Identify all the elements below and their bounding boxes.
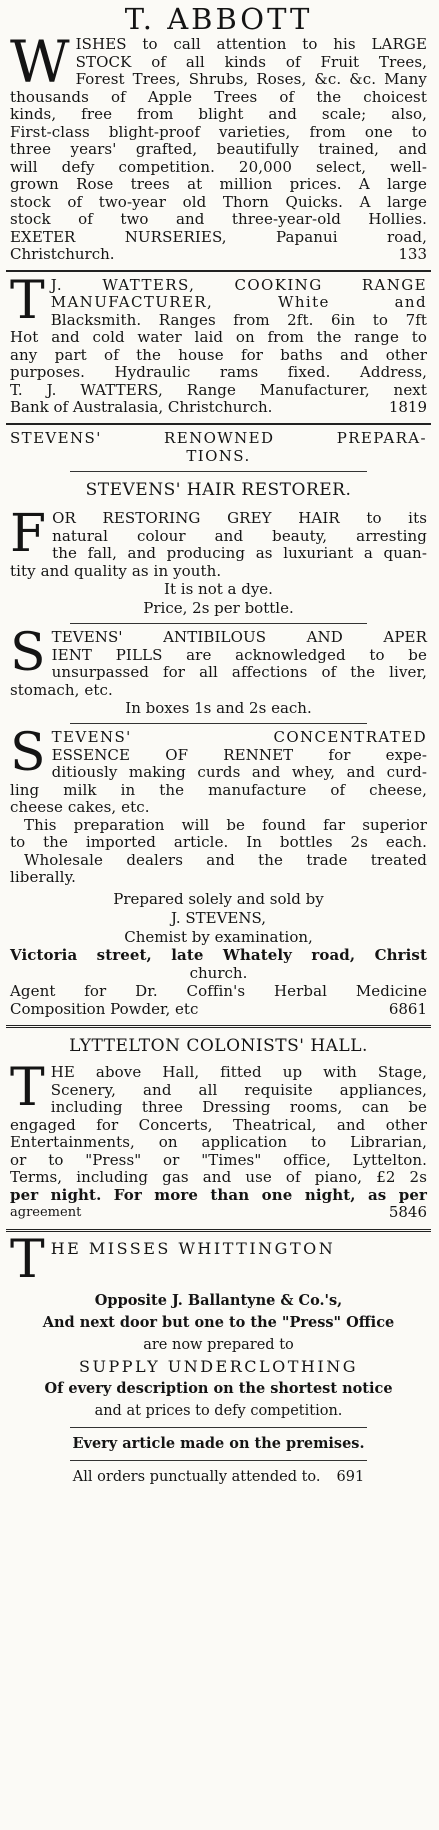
watters-line: purposes. Hydraulic rams fixed. Address, xyxy=(10,363,427,381)
abbott-line: thousands of Apple Trees of the choicest xyxy=(10,87,427,106)
abbott-line: will defy competition. 20,000 select, well- xyxy=(10,157,427,176)
abbott-line: EXETER NURSERIES, Papanui road, xyxy=(10,227,427,246)
divider-rule xyxy=(6,1025,431,1028)
prepared-by: Prepared solely and sold by xyxy=(113,889,324,908)
rennet-line: ditiously making curds and whey, and curd- xyxy=(51,763,427,781)
abbott-footer xyxy=(10,246,427,264)
newspaper-column xyxy=(6,0,431,1491)
hair-note: It is not a dye. xyxy=(164,580,273,598)
short-rule xyxy=(70,723,367,724)
abbott-line: stock of two and three-year-old Hollies. xyxy=(10,210,427,228)
pills-price: In boxes 1s and 2s each. xyxy=(125,699,312,717)
pills-line: stomach, etc. xyxy=(10,680,113,699)
whittington-supply: SUPPLY UNDERCLOTHING xyxy=(79,1356,358,1376)
stevens-agent: Agent for Dr. Coffin's Herbal Medicine xyxy=(10,982,427,1000)
hair-price: Price, 2s per bottle. xyxy=(143,599,294,617)
hair-restorer-heading: STEVENS' HAIR RESTORER. xyxy=(85,480,352,500)
lyttelton-line: Entertainments, on application to Librarian, xyxy=(10,1133,427,1151)
abbott-advertisement xyxy=(6,2,431,267)
rennet-line: liberally. xyxy=(10,868,77,886)
abbott-line: STOCK of all kinds of Fruit Trees, xyxy=(75,52,427,71)
lyttelton-number: 5846 xyxy=(388,1203,427,1221)
hair-line: tity and quality as in youth. xyxy=(10,561,222,580)
stevens-header-cont: TIONS. xyxy=(186,447,251,465)
whittington-dropcap: T xyxy=(10,1229,45,1290)
whittington-prices: and at prices to defy competition. xyxy=(94,1402,343,1419)
whittington-next-door: And next door but one to the "Press" Office xyxy=(42,1313,395,1331)
whittington-heading: HE MISSES WHITTINGTON xyxy=(50,1238,336,1258)
watters-number: 1819 xyxy=(388,398,427,416)
watters-last-line: Bank of Australasia, Christchurch. xyxy=(10,398,273,416)
whittington-footer xyxy=(10,1466,427,1488)
stevens-address: Victoria street, late Whately road, Christ xyxy=(10,945,427,964)
pills-line: unsurpassed for all affections of the liver, xyxy=(51,663,427,681)
lyttelton-advertisement xyxy=(6,1032,431,1225)
lyttelton-footer xyxy=(10,1204,427,1222)
abbott-line: First-class blight-proof varieties, from one to xyxy=(10,122,427,141)
watters-line: T. J. WATTERS, Range Manufacturer, next xyxy=(10,380,427,399)
rennet-dropcap: S xyxy=(10,723,46,783)
whittington-number: 691 xyxy=(336,1468,365,1485)
abbott-line: stock of two-year old Thorn Quicks. A large xyxy=(10,192,427,211)
stevens-address-cont: church. xyxy=(189,964,248,982)
whittington-orders: All orders punctually attended to. xyxy=(72,1468,321,1485)
abbott-line: three years' grafted, beautifully trained, and xyxy=(10,140,427,158)
abbott-line: kinds, free from blight and scale; also, xyxy=(10,105,427,123)
abbott-number: 133 xyxy=(398,245,427,263)
abbott-line: Forest Trees, Shrubs, Roses, &c. &c. Many xyxy=(75,70,427,88)
abbott-dropcap: W xyxy=(10,28,70,96)
lyttelton-line: Terms, including gas and use of piano, £2 2s xyxy=(10,1168,427,1186)
rennet-line: Wholesale dealers and the trade treated xyxy=(24,850,427,869)
rennet-line: to the imported article. In bottles 2s each. xyxy=(10,833,427,851)
watters-line: J. WATTERS, COOKING RANGE xyxy=(50,275,427,294)
whittington-opposite: Opposite J. Ballantyne & Co.'s, xyxy=(94,1291,343,1309)
whittington-every-description: Of every description on the shortest notice xyxy=(44,1379,393,1397)
stevens-powder-line: Composition Powder, etc xyxy=(10,999,199,1018)
hair-line: OR RESTORING GREY HAIR to its xyxy=(52,509,427,527)
lyttelton-line: Scenery, and all requisite appliances, xyxy=(50,1080,427,1099)
hair-dropcap: F xyxy=(10,504,47,564)
lyttelton-heading: LYTTELTON COLONISTS' HALL. xyxy=(69,1036,368,1056)
rennet-line: ESSENCE OF RENNET for expe- xyxy=(51,745,427,764)
hair-line: the fall, and producing as luxuriant a quan- xyxy=(52,544,427,562)
rennet-line: cheese cakes, etc. xyxy=(10,798,150,816)
pills-dropcap: S xyxy=(10,623,46,683)
lyttelton-line: per night. For more than one night, as per xyxy=(10,1185,427,1204)
lyttelton-last-line: agreement xyxy=(10,1205,82,1220)
divider-rule xyxy=(6,270,431,272)
watters-line: Blacksmith. Ranges from 2ft. 6in to 7ft xyxy=(50,310,427,329)
watters-line: MANUFACTURER, White and xyxy=(50,293,427,311)
stevens-advertisement xyxy=(6,428,431,1022)
rennet-line: This preparation will be found far superior xyxy=(24,815,427,834)
short-rule xyxy=(70,623,367,624)
abbott-title: T. ABBOTT xyxy=(124,2,313,36)
rennet-line: TEVENS' CONCENTRATED xyxy=(51,728,427,746)
pills-line: IENT PILLS are acknowledged to be xyxy=(51,645,427,664)
pills-line: TEVENS' ANTIBILOUS AND APER xyxy=(51,628,427,646)
watters-dropcap: T xyxy=(10,270,45,331)
whittington-advertisement xyxy=(6,1229,431,1491)
whittington-premises: Every article made on the premises. xyxy=(72,1434,365,1452)
lyttelton-line: including three Dressing rooms, can be xyxy=(50,1098,427,1116)
stevens-footer xyxy=(10,1001,427,1019)
watters-advertisement xyxy=(6,270,431,420)
divider-rule xyxy=(6,1229,431,1232)
lyttelton-line: engaged for Concerts, Theatrical, and other xyxy=(10,1115,427,1134)
prepared-name: J. STEVENS, xyxy=(170,908,267,927)
short-rule xyxy=(70,1460,367,1461)
abbott-line: grown Rose trees at million prices. A large xyxy=(10,175,427,193)
prepared-title: Chemist by examination, xyxy=(124,927,313,946)
abbott-line: ISHES to call attention to his LARGE xyxy=(75,35,427,53)
hair-line: natural colour and beauty, arresting xyxy=(52,526,427,545)
lyttelton-dropcap: T xyxy=(10,1058,45,1118)
watters-footer xyxy=(10,399,427,417)
short-rule xyxy=(70,1427,367,1428)
lyttelton-line: or to "Press" or "Times" office, Lyttelton. xyxy=(10,1150,427,1169)
stevens-number: 6861 xyxy=(388,999,427,1018)
lyttelton-line: HE above Hall, fitted up with Stage, xyxy=(50,1063,427,1081)
whittington-prepared: are now prepared to xyxy=(143,1336,294,1353)
stevens-header: STEVENS' RENOWNED PREPARA- xyxy=(10,428,427,447)
rennet-line: ling milk in the manufacture of cheese, xyxy=(10,780,427,799)
abbott-place: Christchurch. xyxy=(10,245,115,263)
watters-line: Hot and cold water laid on from the range to xyxy=(10,328,427,346)
divider-rule xyxy=(6,423,431,425)
watters-line: any part of the house for baths and other xyxy=(10,345,427,364)
short-rule xyxy=(70,471,367,472)
